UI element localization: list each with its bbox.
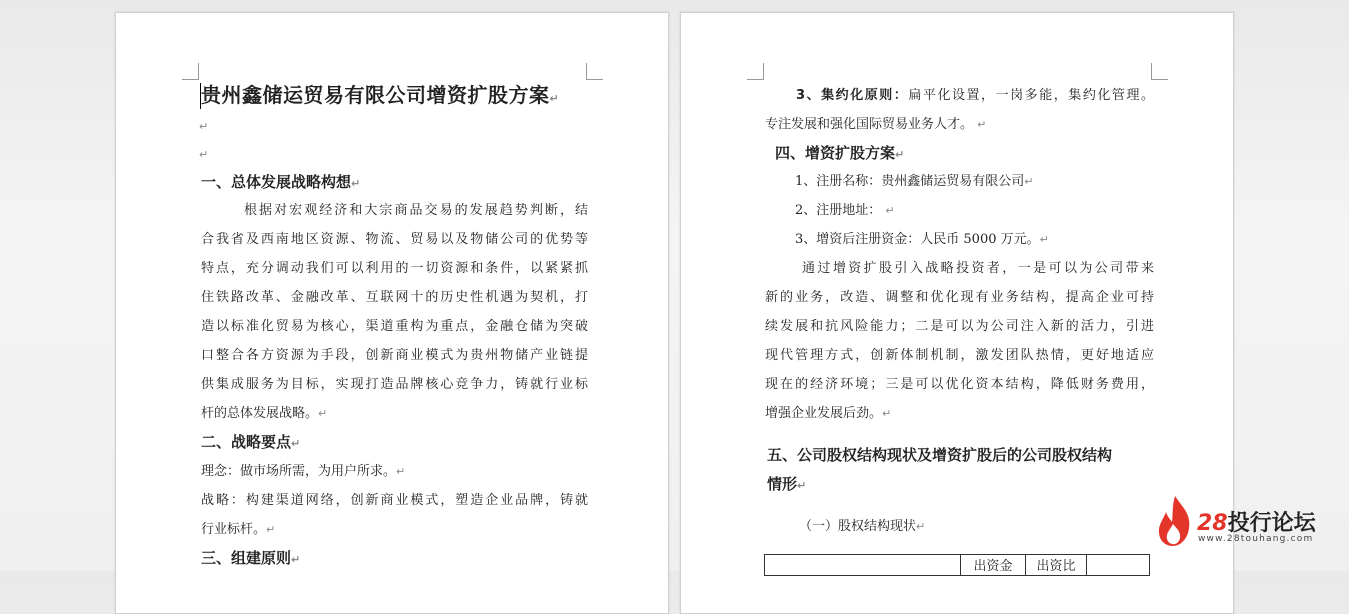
- equity-table[interactable]: [764, 554, 1150, 576]
- section-heading-5[interactable]: 五、公司股权结构现状及增资扩股后的公司股权结构: [767, 446, 1113, 464]
- flame-icon: [1155, 494, 1195, 548]
- body-line[interactable]: 口整合各方资源为手段，创新商业模式为贵州物储产业链提: [201, 348, 588, 363]
- body-line[interactable]: 行业标杆。↵: [201, 522, 276, 537]
- section-heading-3[interactable]: 三、组建原则↵: [201, 549, 301, 567]
- crop-mark-top-left: [747, 63, 764, 80]
- body-line[interactable]: 专注发展和强化国际贸易业务人才。 ↵: [765, 117, 987, 132]
- list-item[interactable]: 3、增资后注册资金：人民币 5000 万元。↵: [795, 232, 1049, 247]
- watermark-url: www.28touhang.com: [1198, 534, 1314, 544]
- section-heading-1[interactable]: 一、总体发展战略构想↵: [201, 173, 361, 191]
- crop-mark-top-right: [1151, 63, 1168, 80]
- body-line[interactable]: 通过增资扩股引入战略投资者，一是可以为公司带来: [802, 261, 1154, 276]
- body-line[interactable]: 造以标准化贸易为核心，渠道重构为重点，金融仓储为突破: [201, 319, 588, 334]
- watermark-brand: 28投行论坛: [1197, 511, 1316, 536]
- site-watermark-logo: [1155, 494, 1345, 548]
- empty-paragraph[interactable]: ↵: [199, 120, 209, 133]
- crop-mark-top-right: [586, 63, 603, 80]
- document-page-right: [680, 12, 1234, 614]
- body-line[interactable]: 续发展和抗风险能力；二是可以为公司注入新的活力，引进: [765, 319, 1154, 334]
- document-page-left: [115, 12, 669, 614]
- table-cell[interactable]: [1087, 555, 1150, 576]
- table-cell[interactable]: [765, 555, 961, 576]
- list-item[interactable]: 2、注册地址： ↵: [795, 203, 895, 218]
- body-line[interactable]: 根据对宏观经济和大宗商品交易的发展趋势判断，结: [244, 203, 588, 218]
- section-heading-4[interactable]: 四、增资扩股方案↵: [775, 144, 905, 162]
- table-cell[interactable]: 出资比: [1026, 555, 1087, 576]
- body-line[interactable]: 增强企业发展后劲。↵: [765, 406, 892, 421]
- body-line[interactable]: 杆的总体发展战略。↵: [201, 406, 328, 421]
- body-line[interactable]: 合我省及西南地区资源、物流、贸易以及物储公司的优势等: [201, 232, 588, 247]
- section-heading-5-cont[interactable]: 情形↵: [767, 475, 807, 493]
- subsection-heading[interactable]: （一）股权结构现状↵: [799, 519, 926, 534]
- body-line[interactable]: 理念：做市场所需，为用户所求。↵: [201, 464, 406, 479]
- crop-mark-top-left: [182, 63, 199, 80]
- body-line[interactable]: 现在的经济环境；三是可以优化资本结构，降低财务费用，: [765, 377, 1154, 392]
- body-line[interactable]: 现代管理方式，创新体制机制，激发团队热情，更好地适应: [765, 348, 1154, 363]
- body-line[interactable]: 新的业务，改造、调整和优化现有业务结构，提高企业可持: [765, 290, 1154, 305]
- list-item[interactable]: 1、注册名称：贵州鑫储运贸易有限公司↵: [795, 174, 1034, 189]
- body-line[interactable]: 特点，充分调动我们可以利用的一切资源和条件，以紧紧抓: [201, 261, 588, 276]
- body-line[interactable]: 3、集约化原则：扁平化设置，一岗多能，集约化管理。: [796, 88, 1154, 103]
- empty-paragraph[interactable]: ↵: [199, 148, 209, 161]
- body-line[interactable]: 战略：构建渠道网络，创新商业模式，塑造企业品牌，铸就: [201, 493, 588, 508]
- body-line[interactable]: 住铁路改革、金融改革、互联网十的历史性机遇为契机，打: [201, 290, 588, 305]
- document-title[interactable]: 贵州鑫储运贸易有限公司增资扩股方案↵: [201, 83, 560, 107]
- body-line[interactable]: 供集成服务为目标，实现打造品牌核心竞争力，铸就行业标: [201, 377, 588, 392]
- table-cell[interactable]: 出资金: [961, 555, 1026, 576]
- section-heading-2[interactable]: 二、战略要点↵: [201, 433, 301, 451]
- table-row: [765, 555, 1150, 576]
